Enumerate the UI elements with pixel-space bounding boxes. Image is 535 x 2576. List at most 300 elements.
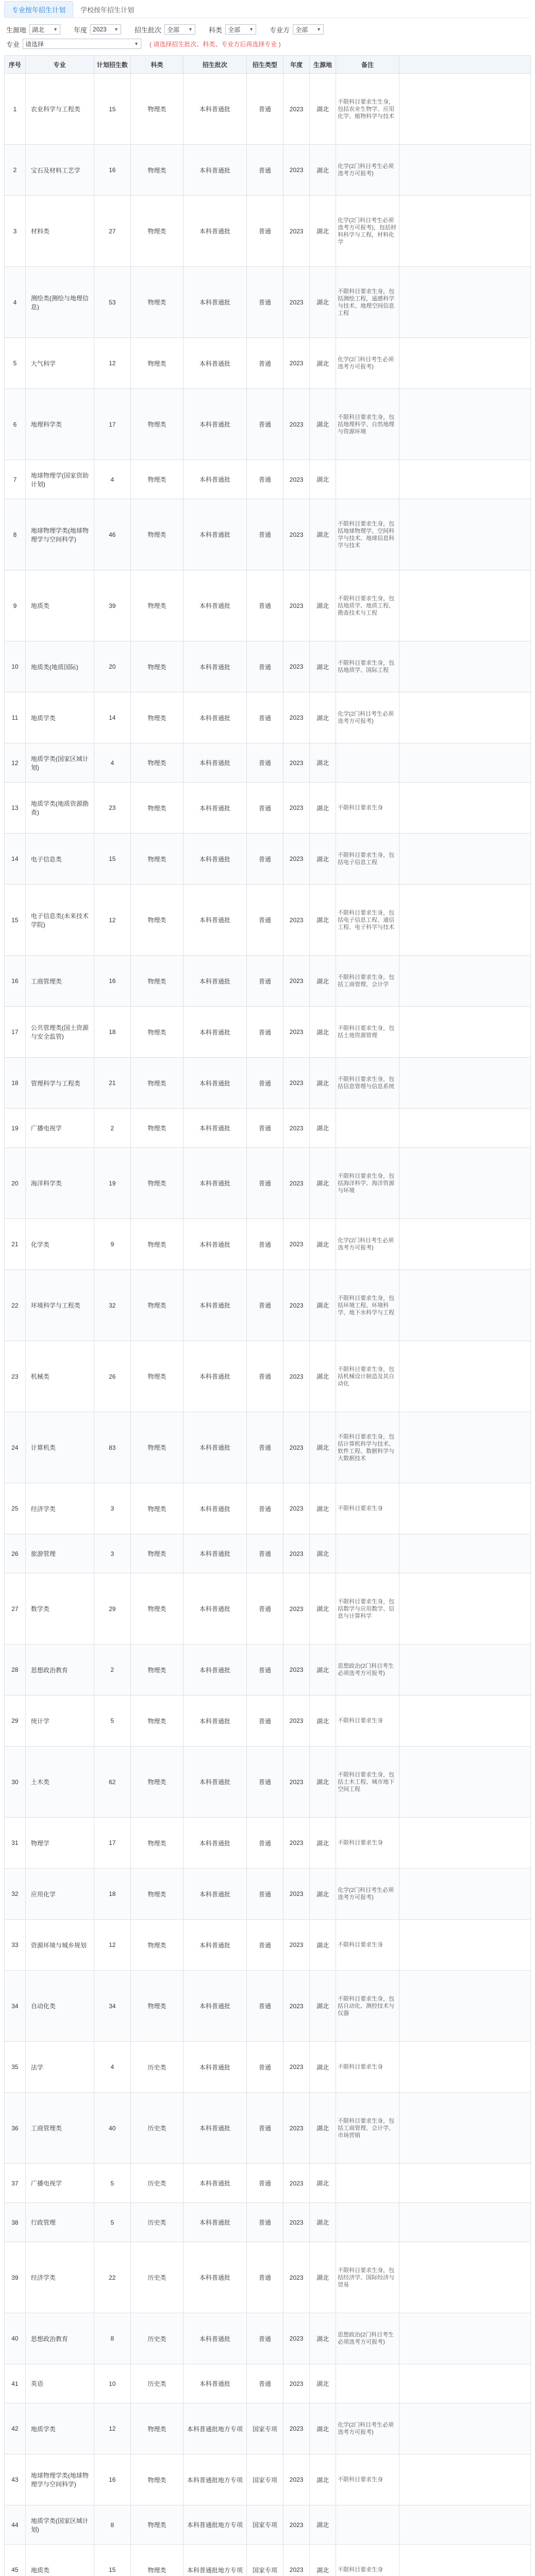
table-cell: 普通: [246, 267, 283, 338]
table-cell: 2023: [283, 1869, 310, 1920]
filter-source: [6, 24, 60, 35]
table-cell: 10: [5, 641, 26, 692]
table-row: [5, 692, 531, 743]
table-cell: 广播电视学: [25, 1109, 94, 1148]
table-cell: 化学类: [25, 1219, 94, 1270]
table-row: [5, 2505, 531, 2545]
table-cell: 普通: [246, 2093, 283, 2164]
table-cell: 28: [5, 1645, 26, 1696]
table-cell: 12: [94, 885, 130, 956]
table-cell-blank: [399, 267, 530, 338]
table-cell: 湖北: [310, 692, 336, 743]
table-cell-blank: [399, 783, 530, 834]
filter-major-label: 专业: [6, 40, 20, 48]
table-cell-blank: [399, 1341, 530, 1412]
table-cell: 11: [5, 692, 26, 743]
table-cell: 国家专项: [246, 2454, 283, 2505]
table-cell: 8: [94, 2313, 130, 2364]
table-cell: 39: [5, 2242, 26, 2313]
table-row: [5, 1007, 531, 1058]
table-cell: [336, 2164, 399, 2203]
table-row: [5, 1869, 531, 1920]
table-cell: 不限科目要求生身，包括电子信息工程、通信工程、电子科学与技术: [336, 885, 399, 956]
table-cell: 公共管理类(国土资源与安全监管): [25, 1007, 94, 1058]
table-cell: 湖北: [310, 2242, 336, 2313]
table-cell: 2023: [283, 499, 310, 570]
table-row: [5, 2313, 531, 2364]
table-cell: 海洋科学类: [25, 1148, 94, 1219]
table-cell: 湖北: [310, 2164, 336, 2203]
table-cell: 不限科目要求生身: [336, 1696, 399, 1747]
table-cell: 23: [5, 1341, 26, 1412]
table-cell: 2023: [283, 2364, 310, 2403]
table-cell: 地球物理学类(地球物理学与空间科学): [25, 2454, 94, 2505]
table-cell: 国家专项: [246, 2545, 283, 2576]
table-cell: 2023: [283, 2545, 310, 2576]
table-cell: [336, 2364, 399, 2403]
table-cell: 38: [5, 2203, 26, 2242]
table-cell-blank: [399, 1869, 530, 1920]
tab-bar: [4, 3, 531, 18]
table-cell: 16: [94, 956, 130, 1007]
table-cell: 2023: [283, 783, 310, 834]
table-cell: 2023: [283, 1534, 310, 1573]
table-cell: 16: [5, 956, 26, 1007]
table-cell: 18: [94, 1007, 130, 1058]
table-cell: 大气科学: [25, 338, 94, 389]
table-cell: 本科普通批: [183, 1412, 247, 1483]
table-cell: 物理类: [131, 570, 183, 641]
chevron-down-icon: ▼: [316, 27, 322, 32]
table-cell: 26: [94, 1341, 130, 1412]
table-row: [5, 1412, 531, 1483]
table-cell: 26: [5, 1534, 26, 1573]
table-cell: 普通: [246, 570, 283, 641]
table-cell: 地质类: [25, 570, 94, 641]
table-cell: 湖北: [310, 1148, 336, 1219]
table-cell: 自动化类: [25, 1971, 94, 2042]
table-cell: 2023: [283, 1148, 310, 1219]
table-cell: 物理类: [131, 885, 183, 956]
chevron-down-icon: ▼: [249, 27, 254, 32]
table-cell: 本科普通批: [183, 1148, 247, 1219]
table-cell: 普通: [246, 1148, 283, 1219]
table-cell: 33: [5, 1920, 26, 1971]
table-row: [5, 1818, 531, 1869]
table-cell-blank: [399, 2164, 530, 2203]
table-cell: 湖北: [310, 2505, 336, 2545]
table-cell: 本科普通批: [183, 783, 247, 834]
table-cell: 3: [94, 1534, 130, 1573]
table-cell: 不限科目要求生身，包括地质学、国际工程: [336, 641, 399, 692]
table-cell: 本科普通批: [183, 1483, 247, 1534]
table-cell: 22: [94, 2242, 130, 2313]
filter-source-label: 生源地: [6, 26, 27, 34]
table-cell: 本科普通批: [183, 641, 247, 692]
table-cell: 电子信息类(未来技术学院): [25, 885, 94, 956]
table-cell: 湖北: [310, 1869, 336, 1920]
major-select[interactable]: 请选择 ▼: [23, 39, 141, 49]
table-cell: 湖北: [310, 1412, 336, 1483]
table-cell: 3: [5, 196, 26, 267]
table-row: [5, 2242, 531, 2313]
table-cell: 普通: [246, 2164, 283, 2203]
table-cell: 15: [94, 834, 130, 885]
table-cell: 本科普通批: [183, 2042, 247, 2093]
table-row: [5, 389, 531, 460]
table-cell: 普通: [246, 1534, 283, 1573]
table-cell: 2023: [283, 1483, 310, 1534]
table-row: [5, 499, 531, 570]
table-cell: 17: [94, 389, 130, 460]
table-cell-blank: [399, 1007, 530, 1058]
filter-subject-label: 科类: [209, 26, 223, 34]
filter-type: [270, 24, 324, 35]
table-cell: 历史类: [131, 2242, 183, 2313]
table-cell: 环境科学与工程类: [25, 1270, 94, 1341]
table-cell: 本科普通批地方专项: [183, 2403, 247, 2454]
table-cell: 2023: [283, 2093, 310, 2164]
table-cell: 本科普通批: [183, 2164, 247, 2203]
table-cell-blank: [399, 338, 530, 389]
table-cell: 湖北: [310, 145, 336, 196]
table-cell: 湖北: [310, 2364, 336, 2403]
table-cell: 物理类: [131, 196, 183, 267]
table-cell: 工商管理类: [25, 2093, 94, 2164]
year-select[interactable]: 2023 ▼: [90, 24, 121, 35]
table-cell: 普通: [246, 1696, 283, 1747]
table-cell: 不限科目要求生身: [336, 1818, 399, 1869]
chevron-down-icon: ▼: [114, 27, 119, 32]
table-cell: 普通: [246, 196, 283, 267]
table-cell-blank: [399, 460, 530, 499]
table-cell: 历史类: [131, 2364, 183, 2403]
table-cell-blank: [399, 2242, 530, 2313]
table-row: [5, 1534, 531, 1573]
table-cell: 2023: [283, 389, 310, 460]
table-cell: 普通: [246, 1412, 283, 1483]
table-cell: 湖北: [310, 1645, 336, 1696]
table-cell: 不限科目要求生身，包括工商管理、会计学、市场营销: [336, 2093, 399, 2164]
table-cell: 国家专项: [246, 2505, 283, 2545]
table-cell-blank: [399, 1109, 530, 1148]
table-cell: 本科普通批: [183, 196, 247, 267]
table-cell: 地质学类: [25, 2403, 94, 2454]
table-cell: 普通: [246, 1747, 283, 1818]
table-cell: 本科普通批: [183, 267, 247, 338]
table-cell: 2023: [283, 1747, 310, 1818]
table-cell: 16: [94, 145, 130, 196]
filter-batch: [135, 24, 195, 35]
table-cell: 地质类(地质国际): [25, 641, 94, 692]
table-cell: 13: [5, 783, 26, 834]
table-cell: 化学(2门科目考生必须选考方可报考): [336, 1869, 399, 1920]
table-cell: 普通: [246, 1818, 283, 1869]
table-cell: 2023: [283, 956, 310, 1007]
table-row: [5, 267, 531, 338]
table-cell: 物理类: [131, 267, 183, 338]
table-cell: [336, 743, 399, 783]
enrollment-plan-table: [4, 55, 531, 2576]
table-cell: 测绘类(测绘与地理信息): [25, 267, 94, 338]
table-row: [5, 1645, 531, 1696]
table-cell: 25: [5, 1483, 26, 1534]
table-cell: 物理类: [131, 1148, 183, 1219]
table-row: [5, 1341, 531, 1412]
table-cell-blank: [399, 74, 530, 145]
table-cell: 2023: [283, 1058, 310, 1109]
table-cell: 不限科目要求生身，包括海洋科学、海洋资源与环境: [336, 1148, 399, 1219]
table-row: [5, 2203, 531, 2242]
table-cell: 2023: [283, 1971, 310, 2042]
table-cell: 不限科目要求生身: [336, 1920, 399, 1971]
table-cell: 本科普通批: [183, 743, 247, 783]
table-cell: 3: [94, 1483, 130, 1534]
table-cell: 24: [5, 1412, 26, 1483]
table-cell: 2023: [283, 2242, 310, 2313]
table-cell: 地球物理学类(地球物理学与空间科学): [25, 499, 94, 570]
table-cell: 普通: [246, 1573, 283, 1645]
table-cell: 湖北: [310, 499, 336, 570]
table-cell: 物理类: [131, 743, 183, 783]
table-cell: 19: [5, 1109, 26, 1148]
table-cell: 本科普通批: [183, 460, 247, 499]
table-cell-blank: [399, 389, 530, 460]
table-cell: 21: [94, 1058, 130, 1109]
table-cell: 18: [94, 1869, 130, 1920]
table-cell: 湖北: [310, 1534, 336, 1573]
table-cell: 不限科目要求生身，包括工商管理、会计学: [336, 956, 399, 1007]
table-cell: 普通: [246, 338, 283, 389]
table-cell: 4: [5, 267, 26, 338]
table-cell: 2023: [283, 2042, 310, 2093]
table-cell: 湖北: [310, 2313, 336, 2364]
table-cell: 2023: [283, 2164, 310, 2203]
table-cell: 27: [5, 1573, 26, 1645]
table-cell: 本科普通批: [183, 338, 247, 389]
table-cell: 普通: [246, 956, 283, 1007]
table-cell-blank: [399, 2203, 530, 2242]
table-cell: 本科普通批: [183, 1696, 247, 1747]
table-cell: 2023: [283, 1920, 310, 1971]
type-select[interactable]: 全部 ▼: [293, 24, 324, 35]
table-cell: 物理类: [131, 834, 183, 885]
table-cell: 物理学: [25, 1818, 94, 1869]
table-cell: 湖北: [310, 2403, 336, 2454]
table-cell: 2: [94, 1645, 130, 1696]
table-cell: 7: [5, 460, 26, 499]
table-cell: 国家专项: [246, 2403, 283, 2454]
table-cell-blank: [399, 743, 530, 783]
table-cell: 2023: [283, 1818, 310, 1869]
table-cell: 2023: [283, 1219, 310, 1270]
table-cell: 本科普通批: [183, 1341, 247, 1412]
table-cell: 2023: [283, 1270, 310, 1341]
table-cell: 普通: [246, 2203, 283, 2242]
table-cell: 12: [94, 1920, 130, 1971]
table-cell: 湖北: [310, 641, 336, 692]
table-cell-blank: [399, 1971, 530, 2042]
table-cell: 21: [5, 1219, 26, 1270]
table-cell: 本科普通批地方专项: [183, 2454, 247, 2505]
table-cell: 思想政治教育: [25, 1645, 94, 1696]
table-cell: 本科普通批: [183, 885, 247, 956]
table-cell: 46: [94, 499, 130, 570]
table-cell: 2: [94, 1109, 130, 1148]
table-cell: 普通: [246, 1007, 283, 1058]
table-cell: 普通: [246, 1109, 283, 1148]
table-cell: 9: [94, 1219, 130, 1270]
table-cell: 管理科学与工程类: [25, 1058, 94, 1109]
table-cell: 物理类: [131, 1109, 183, 1148]
tab-0[interactable]: 专业按年招生计划: [4, 1, 73, 18]
table-cell: 15: [94, 2545, 130, 2576]
table-cell: 本科普通批: [183, 2203, 247, 2242]
table-row: [5, 1270, 531, 1341]
table-cell: 物理类: [131, 1270, 183, 1341]
table-cell: 物理类: [131, 1920, 183, 1971]
table-row: [5, 2403, 531, 2454]
table-cell: 普通: [246, 692, 283, 743]
table-row: [5, 2545, 531, 2576]
table-cell: 物理类: [131, 460, 183, 499]
table-row: [5, 1483, 531, 1534]
table-cell: 物理类: [131, 1971, 183, 2042]
table-cell: 2023: [283, 1412, 310, 1483]
table-cell: 本科普通批: [183, 389, 247, 460]
table-cell: [336, 1109, 399, 1148]
table-cell: 2023: [283, 743, 310, 783]
table-cell: 15: [94, 74, 130, 145]
source-select[interactable]: 湖北 ▼: [29, 24, 60, 35]
table-cell: 思想政治(2门科目考生必须选考方可报考): [336, 2313, 399, 2364]
table-cell: 思想政治(2门科目考生必须选考方可报考): [336, 1645, 399, 1696]
table-cell: 5: [5, 338, 26, 389]
table-cell: 2023: [283, 196, 310, 267]
table-cell: 物理类: [131, 389, 183, 460]
table-cell: 34: [5, 1971, 26, 2042]
table-cell: 普通: [246, 1058, 283, 1109]
table-cell: 2023: [283, 2313, 310, 2364]
table-cell-blank: [399, 2545, 530, 2576]
table-cell: 本科普通批: [183, 2242, 247, 2313]
table-cell-blank: [399, 834, 530, 885]
table-cell: 普通: [246, 2313, 283, 2364]
batch-select[interactable]: 全部 ▼: [164, 24, 195, 35]
table-cell: 2023: [283, 338, 310, 389]
table-row: [5, 460, 531, 499]
column-header: 年度: [283, 56, 310, 74]
table-cell: 地质学类(地质资源勘查): [25, 783, 94, 834]
table-cell-blank: [399, 196, 530, 267]
table-cell: 2023: [283, 641, 310, 692]
table-cell: 湖北: [310, 885, 336, 956]
table-row: [5, 1109, 531, 1148]
table-cell: 物理类: [131, 1573, 183, 1645]
table-cell: 宝石及材料工艺学: [25, 145, 94, 196]
table-cell: 17: [94, 1818, 130, 1869]
table-cell: 旅游管理: [25, 1534, 94, 1573]
table-cell: 本科普通批: [183, 1747, 247, 1818]
table-cell: 行政管理: [25, 2203, 94, 2242]
filter-year: [74, 24, 121, 35]
table-cell: 物理类: [131, 783, 183, 834]
table-cell: 不限科目要求生身: [336, 2042, 399, 2093]
table-cell-blank: [399, 1270, 530, 1341]
table-cell: 普通: [246, 885, 283, 956]
column-header: 备注: [336, 56, 399, 74]
table-cell: 34: [94, 1971, 130, 2042]
table-cell: 20: [94, 641, 130, 692]
table-cell: 物理类: [131, 1818, 183, 1869]
table-cell: 湖北: [310, 1747, 336, 1818]
table-cell: 32: [94, 1270, 130, 1341]
table-cell: 2023: [283, 460, 310, 499]
table-cell-blank: [399, 885, 530, 956]
table-cell: 不限科目要求生身，包括机械设计制造及其自动化: [336, 1341, 399, 1412]
table-cell: 广播电视学: [25, 2164, 94, 2203]
table-cell: 不限科目要求生身，包括信息管理与信息系统: [336, 1058, 399, 1109]
table-cell: 湖北: [310, 389, 336, 460]
table-cell-blank: [399, 1219, 530, 1270]
table-cell: 普通: [246, 1971, 283, 2042]
table-cell: 历史类: [131, 2164, 183, 2203]
table-cell: 2023: [283, 145, 310, 196]
column-header: 序号: [5, 56, 26, 74]
table-row: [5, 1920, 531, 1971]
table-cell: 物理类: [131, 1219, 183, 1270]
table-cell: 湖北: [310, 783, 336, 834]
table-row: [5, 196, 531, 267]
table-cell: 地质学类(国家区域计划): [25, 2505, 94, 2545]
table-cell: 本科普通批: [183, 1971, 247, 2042]
table-cell-blank: [399, 1483, 530, 1534]
table-cell: 36: [5, 2093, 26, 2164]
table-cell: 40: [94, 2093, 130, 2164]
table-cell: 本科普通批: [183, 1007, 247, 1058]
table-row: [5, 2364, 531, 2403]
table-cell: 19: [94, 1148, 130, 1219]
tab-1[interactable]: 学校按年招生计划: [80, 6, 135, 14]
column-header: 科类: [131, 56, 183, 74]
subject-select[interactable]: 全部 ▼: [225, 24, 256, 35]
table-row: [5, 1058, 531, 1109]
table-cell: 27: [94, 196, 130, 267]
table-cell: 37: [5, 2164, 26, 2203]
table-cell: 29: [5, 1696, 26, 1747]
table-cell-blank: [399, 2454, 530, 2505]
table-cell-blank: [399, 2313, 530, 2364]
filter-hint: ( 请选择招生批次、科类、专业方后再选择专业 ): [149, 40, 281, 48]
table-cell: 物理类: [131, 1696, 183, 1747]
table-cell: 2023: [283, 1645, 310, 1696]
table-cell: 83: [94, 1412, 130, 1483]
table-cell: 12: [94, 338, 130, 389]
table-cell: 本科普通批: [183, 1109, 247, 1148]
table-cell-blank: [399, 1696, 530, 1747]
table-cell: 43: [5, 2454, 26, 2505]
table-row: [5, 1148, 531, 1219]
table-row: [5, 743, 531, 783]
table-cell: 20: [5, 1148, 26, 1219]
table-cell: 地质学类(国家区域计划): [25, 743, 94, 783]
table-cell-blank: [399, 2093, 530, 2164]
table-cell: 化学(2门科目考生必须选考方可报考): [336, 338, 399, 389]
table-cell: 土木类: [25, 1747, 94, 1818]
table-cell: 物理类: [131, 1412, 183, 1483]
table-cell: 不限科目要求生身，包括土地资源管理: [336, 1007, 399, 1058]
table-cell: [336, 1534, 399, 1573]
